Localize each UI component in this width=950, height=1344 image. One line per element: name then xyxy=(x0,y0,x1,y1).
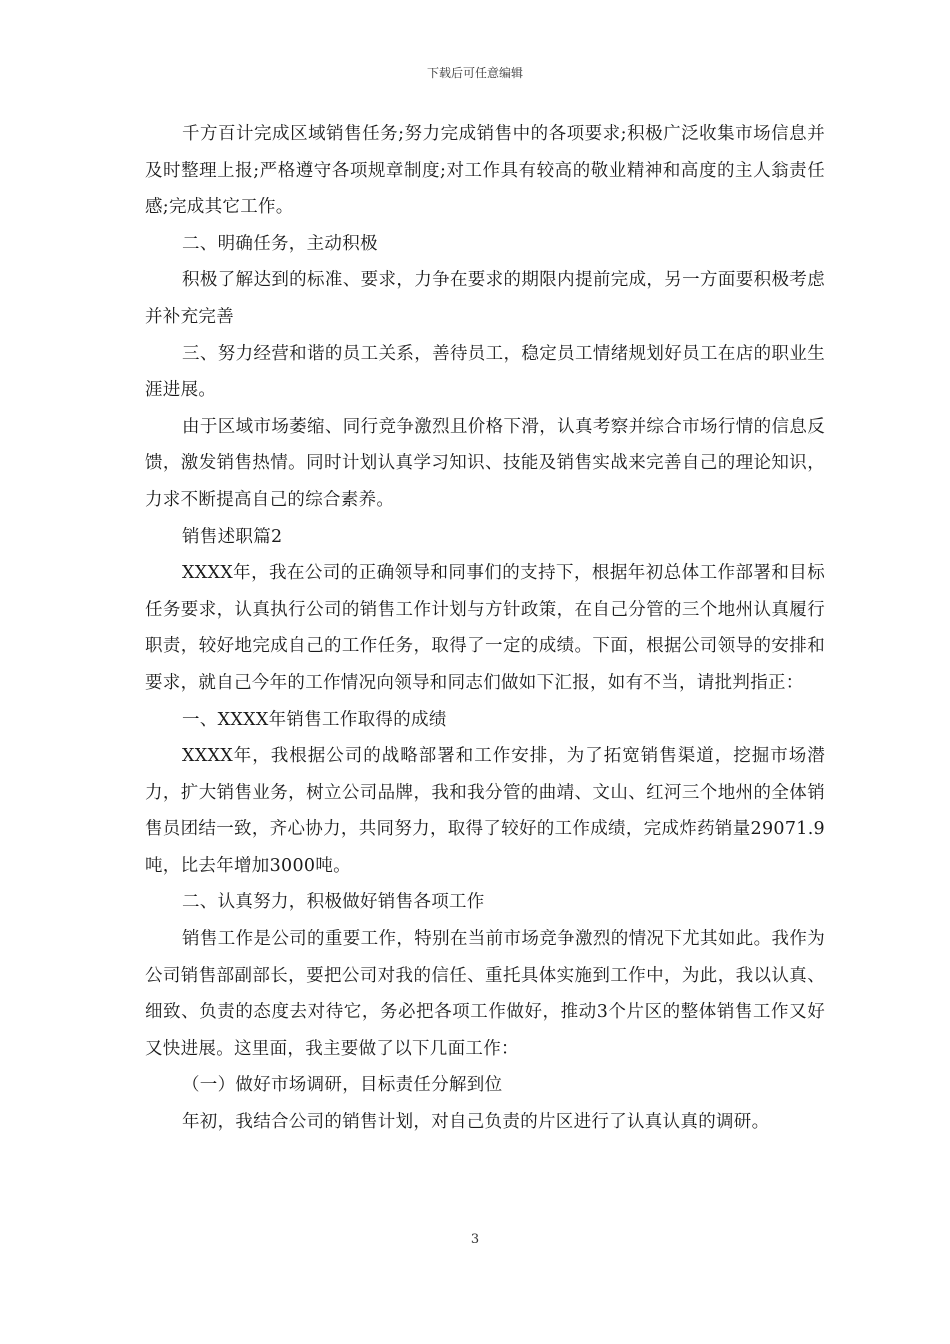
paragraph: XXXX年，我根据公司的战略部署和工作安排，为了拓宽销售渠道，挖掘市场潜力，扩大销售业务，树立公司品牌，我和我分管的曲靖、文山、红河三个地州的全体销售员团结一致，齐心协力，共同努力，取得了较好的工作成绩，完成炸药销量29071.9吨，比去年增加3000吨。 xyxy=(145,746,825,876)
section-heading: 二、认真努力，积极做好销售各项工作 xyxy=(182,892,485,913)
page-header: 下载后可任意编辑 xyxy=(426,66,523,80)
subsection-heading: （一）做好市场调研，目标责任分解到位 xyxy=(182,1075,503,1096)
page-number: 3 xyxy=(470,1232,480,1247)
paragraph: 千方百计完成区域销售任务;努力完成销售中的各项要求;积极广泛收集市场信息并及时整理上报;严格遵守各项规章制度;对工作具有较高的敬业精神和高度的主人翁责任感;完成其它工作。 xyxy=(145,124,825,218)
section-heading: 一、XXXX年销售工作取得的成绩 xyxy=(182,709,447,730)
document-body xyxy=(145,116,825,1141)
paragraph: 积极了解达到的标准、要求，力争在要求的期限内提前完成，另一方面要积极考虑并补充完善 xyxy=(145,270,825,327)
paragraph: 三、努力经营和谐的员工关系，善待员工，稳定员工情绪规划好员工在店的职业生涯进展。 xyxy=(145,343,825,401)
article-title: 销售述职篇2 xyxy=(182,526,283,547)
paragraph: 由于区域市场萎缩、同行竞争激烈且价格下滑，认真考察并综合市场行情的信息反馈，激发销售热情。同时计划认真学习知识、技能及销售实战来完善自己的理论知识，力求不断提高自己的综合素养。 xyxy=(145,416,825,510)
paragraph: 年初，我结合公司的销售计划，对自己负责的片区进行了认真认真的调研。 xyxy=(182,1112,770,1133)
paragraph: XXXX年，我在公司的正确领导和同事们的支持下，根据年初总体工作部署和目标任务要求，认真执行公司的销售工作计划与方针政策，在自己分管的三个地州认真履行职责，较好地完成自己的工作任务，取得了一定的成绩。下面，根据公司领导的安排和要求，就自己今年的工作情况向领导和同志们做如下汇报，如有不当，请批判指正： xyxy=(145,563,825,693)
paragraph: 销售工作是公司的重要工作，特别在当前市场竞争激烈的情况下尤其如此。我作为公司销售部副部长，要把公司对我的信任、重托具体实施到工作中，为此，我以认真、细致、负责的态度去对待它，务必把各项工作做好，推动3个片区的整体销售工作又好又快进展。这里面，我主要做了以下几面工作： xyxy=(145,929,825,1059)
section-heading: 二、明确任务，主动积极 xyxy=(182,233,378,254)
